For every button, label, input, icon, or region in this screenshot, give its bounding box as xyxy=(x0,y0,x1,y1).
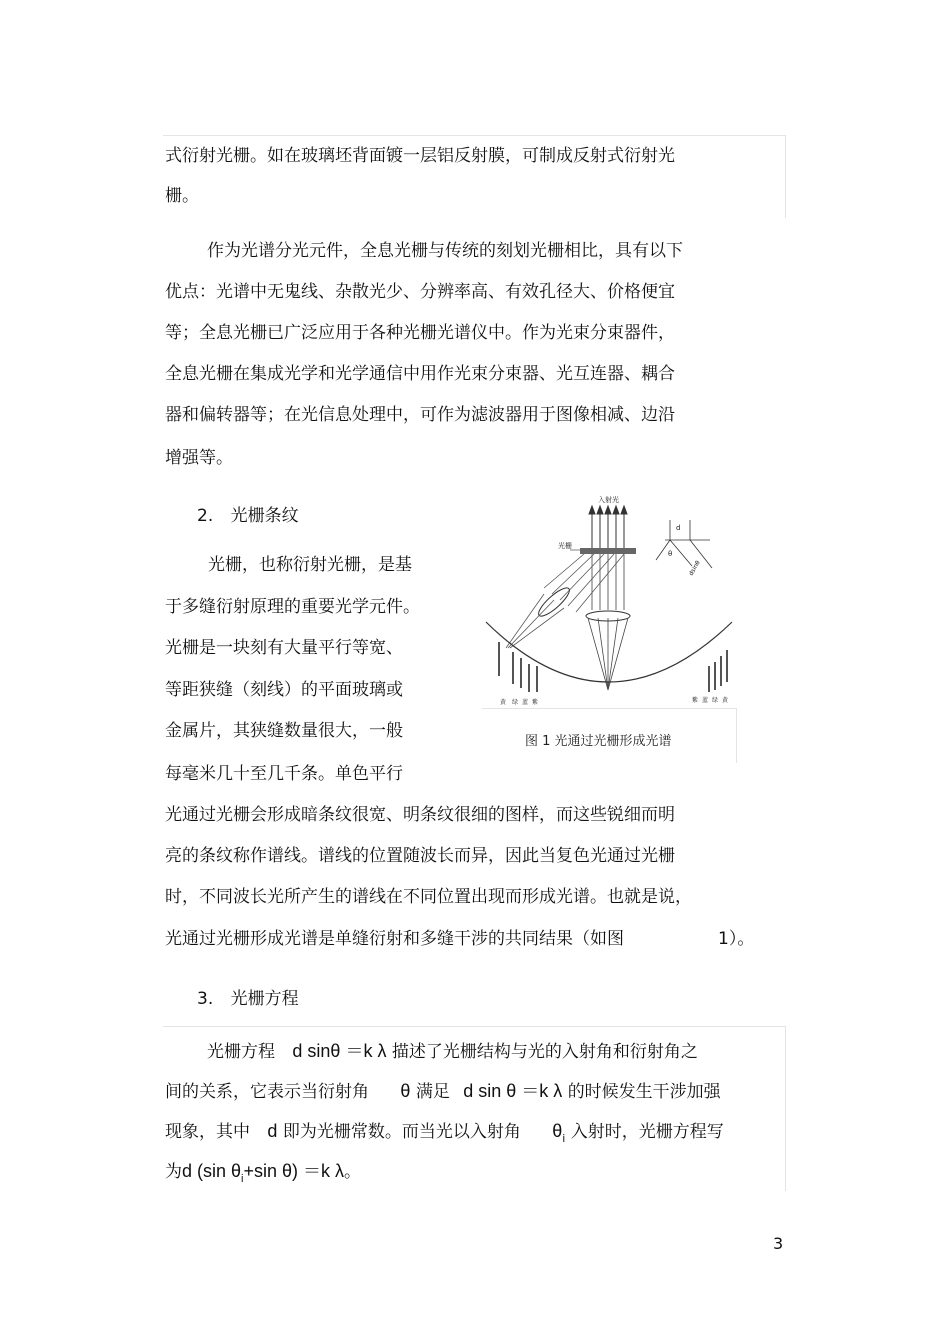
figure-1-label-path-diff: dsinθ xyxy=(687,559,702,577)
figure-1-color-left-4: 紫 xyxy=(532,699,539,706)
section-2-wrapped-line-4: 等距狭缝（刻线）的平面玻璃或 xyxy=(165,680,403,700)
section-2-figure-reference: 1）。 xyxy=(718,929,755,949)
grating-equation-oblique: d (sin $\theta_i+\sin$ θ) ＝k λ xyxy=(182,1161,345,1185)
section-3-line-3: 现象，其中 d 即为光栅常数。而当光以入射角 $\theta_i$ 入射时，光栅方程写 xyxy=(165,1121,724,1145)
section-2-wrapped-line-3: 光栅是一块刻有大量平行等宽、 xyxy=(165,638,403,658)
figure-1-diagram xyxy=(480,490,738,710)
section-2-title: 光栅条纹 xyxy=(230,506,299,526)
figure-1-color-right-2: 蓝 xyxy=(702,697,709,704)
figure-1-color-right-4: 黄 xyxy=(722,697,729,704)
section-3-line-4: 为d (sin $\theta_i+\sin$ θ) ＝k λ。 xyxy=(165,1161,362,1185)
section-2-full-line-3: 时，不同波长光所产生的谱线在不同位置出现而形成光谱。也就是说， xyxy=(165,887,692,907)
section-2-full-line-4: 光通过光栅形成光谱是单缝衍射和多缝干涉的共同结果（如图 xyxy=(165,929,624,949)
figure-1-color-left-2: 绿 xyxy=(512,699,519,706)
section-3-line-2: 间的关系，它表示当衍射角 θ 满足 d sin θ ＝k λ 的时候发生干涉加强 xyxy=(165,1081,721,1102)
figure-1-label-d: d xyxy=(676,524,681,532)
section-2-wrapped-line-5: 金属片，其狭缝数量很大，一般 xyxy=(165,721,403,741)
page-number: 3 xyxy=(773,1234,784,1253)
paragraph-advantages-line-5: 器和偏转器等；在光信息处理中，可作为滤波器用于图像相减、边沿 xyxy=(165,405,675,425)
figure-1-color-right-3: 绿 xyxy=(712,697,719,704)
section-2-wrapped-line-2: 于多缝衍射原理的重要光学元件。 xyxy=(165,597,420,617)
paragraph-advantages-line-3: 等；全息光栅已广泛应用于各种光栅光谱仪中。作为光束分束器件， xyxy=(165,323,675,343)
paragraph-advantages-line-2: 优点：光谱中无鬼线、杂散光少、分辨率高、有效孔径大、价格便宜 xyxy=(165,282,675,302)
section-2-full-line-1: 光通过光栅会形成暗条纹很宽、明条纹很细的图样，而这些锐细而明 xyxy=(165,805,675,825)
paragraph-advantages-line-4: 全息光栅在集成光学和光学通信中用作光束分束器、光互连器、耦合 xyxy=(165,364,675,384)
paragraph-advantages-line-6: 增强等。 xyxy=(165,448,233,468)
paragraph-advantages-line-1: 作为光谱分光元件，全息光栅与传统的刻划光栅相比，具有以下 xyxy=(207,241,683,261)
section-3-title: 光栅方程 xyxy=(230,989,299,1009)
paragraph-top-line-2: 栅。 xyxy=(165,186,199,206)
figure-1-color-left-3: 蓝 xyxy=(522,699,529,706)
paragraph-top-line-1: 式衍射光栅。如在玻璃坯背面镀一层铝反射膜，可制成反射式衍射光 xyxy=(165,146,675,166)
section-2-wrapped-line-1: 光栅，也称衍射光栅，是基 xyxy=(208,555,412,575)
diffraction-angle-symbol: θ xyxy=(400,1081,411,1101)
figure-1-caption: 图 1 光通过光栅形成光谱 xyxy=(525,734,672,749)
grating-equation-2: d sin θ ＝k λ xyxy=(463,1081,563,1101)
section-2-heading xyxy=(197,505,299,527)
figure-1-label-grating: 光栅 xyxy=(558,542,572,550)
figure-1-label-incident: 入射光 xyxy=(598,496,619,504)
section-3-heading xyxy=(197,988,299,1010)
figure-1-color-right-1: 紫 xyxy=(692,697,699,704)
section-2-full-line-2: 亮的条纹称作谱线。谱线的位置随波长而异，因此当复色光通过光栅 xyxy=(165,846,675,866)
figure-1 xyxy=(480,490,738,762)
section-3-line-1: 光栅方程 d sinθ ＝k λ 描述了光栅结构与光的入射角和衍射角之 xyxy=(207,1041,698,1062)
section-2-number: 2. xyxy=(197,506,214,526)
grating-equation-1: d sinθ ＝k λ xyxy=(292,1041,387,1061)
section-3-number: 3. xyxy=(197,989,214,1009)
section-2-wrapped-line-6: 每毫米几十至几千条。单色平行 xyxy=(165,764,403,784)
incident-angle-symbol: θ xyxy=(552,1121,563,1141)
grating-constant-symbol: d xyxy=(267,1121,278,1141)
figure-1-label-theta: θ xyxy=(668,550,673,558)
figure-1-color-left-1: 黄 xyxy=(500,699,507,706)
